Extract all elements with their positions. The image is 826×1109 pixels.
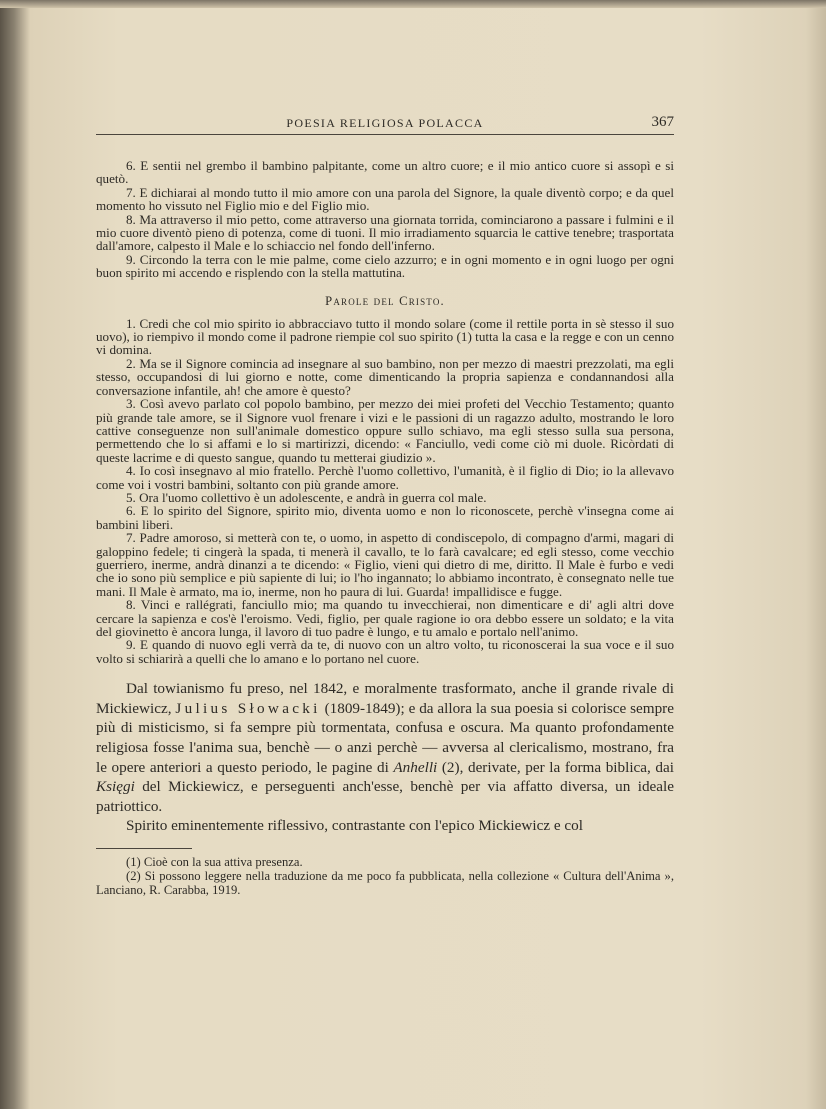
footnote-divider bbox=[96, 848, 192, 849]
body-paragraph-1 bbox=[96, 679, 674, 816]
verse-a-8: 8. Ma attraverso il mio petto, come attraverso una giornata torrida, cominciarono a passare i fulmini e il mio cuore diventò pieno di potenza, come di tuoni. Il mio irradiamento squarcia le cattive tenebre; trasportata dall'amore, calpesto il Male e lo schiaccio nel fondo dell'inferno. bbox=[96, 211, 674, 254]
page-top-edge bbox=[0, 0, 826, 8]
running-header bbox=[96, 112, 674, 135]
verse-b-2: 2. Ma se il Signore comincia ad insegnare al suo bambino, non per mezzo di maestri prezzolati, ma egli stesso, occupandosi di lui giorno e notte, come dimenticando la propria sapienza e condannandosi alla conversazione infantile, ah! che amore è questo? bbox=[96, 355, 674, 398]
footnote-1: (1) Cioè con la sua attiva presenza. bbox=[126, 854, 303, 869]
footnotes bbox=[96, 855, 674, 898]
author-name: Julius Słowacki bbox=[175, 699, 321, 717]
running-title: POESIA RELIGIOSA POLACCA bbox=[286, 116, 484, 130]
verse-b-8: 8. Vinci e rallégrati, fanciullo mio; ma quando tu invecchierai, non dimenticare e di' agli altri dove cercare la sapienza e cos'è l'eroismo. Vedi, figlio, per quale ragione io ora debbo essere un soldato; e la vita del giovinetto è ancora lunga, il lavoro di tuo padre è lungo, e tu amalo e portalo nell'animo. bbox=[96, 597, 674, 639]
p1-text-b: (1809-1849); e da allora la sua poesia si colorisce sempre più di misticismo, si fa sempre più tormentata, confusa e oscura. Ma quanto profondamente religiosa fosse l'anima sua, benchè — o anzi perchè — avversa al clericalismo, mostrano, fra le opere anteriori a questo periodo, le pagine di bbox=[96, 699, 674, 776]
footnote-2: (2) Si possono leggere nella traduzione da me poco fa pubblicata, nella collezione « Cultura dell'Anima », Lanciano, R. Carabba, 1919. bbox=[96, 869, 674, 898]
verse-a-6: 6. E sentii nel grembo il bambino palpitante, come un altro cuore; e il mio antico cuore si assopì e si quetò. bbox=[96, 158, 674, 187]
verse-a-7: 7. E dichiarai al mondo tutto il mio amore con una parola del Signore, la quale diventò corpo; e da quel momento ho vissuto nel Figlio mio e del Figlio mio. bbox=[96, 184, 674, 214]
verses-block-b bbox=[96, 317, 674, 666]
p1-text-a: Dal towianismo fu preso, nel 1842, e moralmente trasformato, anche il grande rivale di Mickiewicz, bbox=[96, 680, 674, 717]
verse-b-6: 6. E lo spirito del Signore, spirito mio, diventa uomo e non lo riconoscete, perchè v'insegna come ai bambini liberi. bbox=[96, 503, 674, 532]
verse-b-9: 9. E quando di nuovo egli verrà da te, di nuovo con un altro volto, tu riconoscerai la sua voce e il suo volto si schiarirà a quelli che lo amano e lo portano nel cuore. bbox=[96, 637, 674, 666]
verse-b-1: 1. Credi che col mio spirito io abbracciavo tutto il mondo solare (come il rettile porta in sè stesso il suo uovo), io riempivo il mondo come il padrone riempie col suo spirito (1) tutta la casa e la regge e con un cenno vi domina. bbox=[96, 315, 674, 358]
title-ksiegi: Księgi bbox=[96, 778, 135, 796]
p1-text-d: del Mickiewicz, e perseguenti anch'esse, benchè per via affatto diversa, un ideale patriottico. bbox=[96, 778, 674, 815]
verse-b-7: 7. Padre amoroso, si metterà con te, o uomo, in aspetto di condiscepolo, di compagno d'armi, magari di galoppino fedele; ti cingerà la spada, ti menerà il cavallo, te lo farà cavalcare; ed egli stesso, come vecchio guerriero, inerme, andrà dinanzi a te dicendo: « Figlio, vieni qui dietro di me, diritto. Il Male è furbo e vedi che io sono più semplice e più sapiente di lui; io l'ho ingannato; lo abbiamo incontrato, è consegnato nelle tue mani. Il Male è armato, ma io, inerme, non ho paura di lui. Guarda! impallidisce e fugge. bbox=[96, 530, 674, 599]
p1-text-c: (2), derivate, per la forma biblica, dai bbox=[437, 758, 674, 776]
body-paragraph-2: Spirito eminentemente riflessivo, contrastante con l'epico Mickiewicz e col bbox=[126, 817, 583, 835]
verses-block-a bbox=[96, 159, 674, 280]
title-anhelli: Anhelli bbox=[393, 758, 438, 776]
verse-b-4: 4. Io così insegnavo al mio fratello. Perchè l'uomo collettivo, l'umanità, è il figlio di Dio; io la allevavo come voi i vostri bambini, soltanto con più grande amore. bbox=[96, 463, 674, 492]
page-number: 367 bbox=[651, 114, 674, 130]
verse-b-3: 3. Così avevo parlato col popolo bambino, per mezzo dei miei profeti del Vecchio Testamento; quanto più grande tale amore, se il Signore vuol frenare i vizi e le passioni di un ragazzo adulto, mostrando le loro cattive conseguenze non sull'animale domestico oppure sullo schiavo, ma egli stesso sulla sua persona, permettendo che lo si affami e lo si martirizzi, dicendo: « Fanciullo, vedi come ciò mi duole. Ricòrdati di queste lacrime e di questo sangue, quando tu metterai giudizio ». bbox=[96, 396, 674, 465]
verse-a-9: 9. Circondo la terra con le mie palme, come cielo azzurro; e in ogni momento e in ogni luogo per ogni buon spirito mi accendo e risplendo con la stella mattutina. bbox=[96, 251, 674, 281]
body-text bbox=[96, 679, 674, 836]
verse-b-5: 5. Ora l'uomo collettivo è un adolescente, e andrà in guerra col male. bbox=[126, 489, 487, 505]
section-heading: Parole del Cristo. bbox=[325, 293, 445, 308]
book-page bbox=[96, 112, 674, 898]
